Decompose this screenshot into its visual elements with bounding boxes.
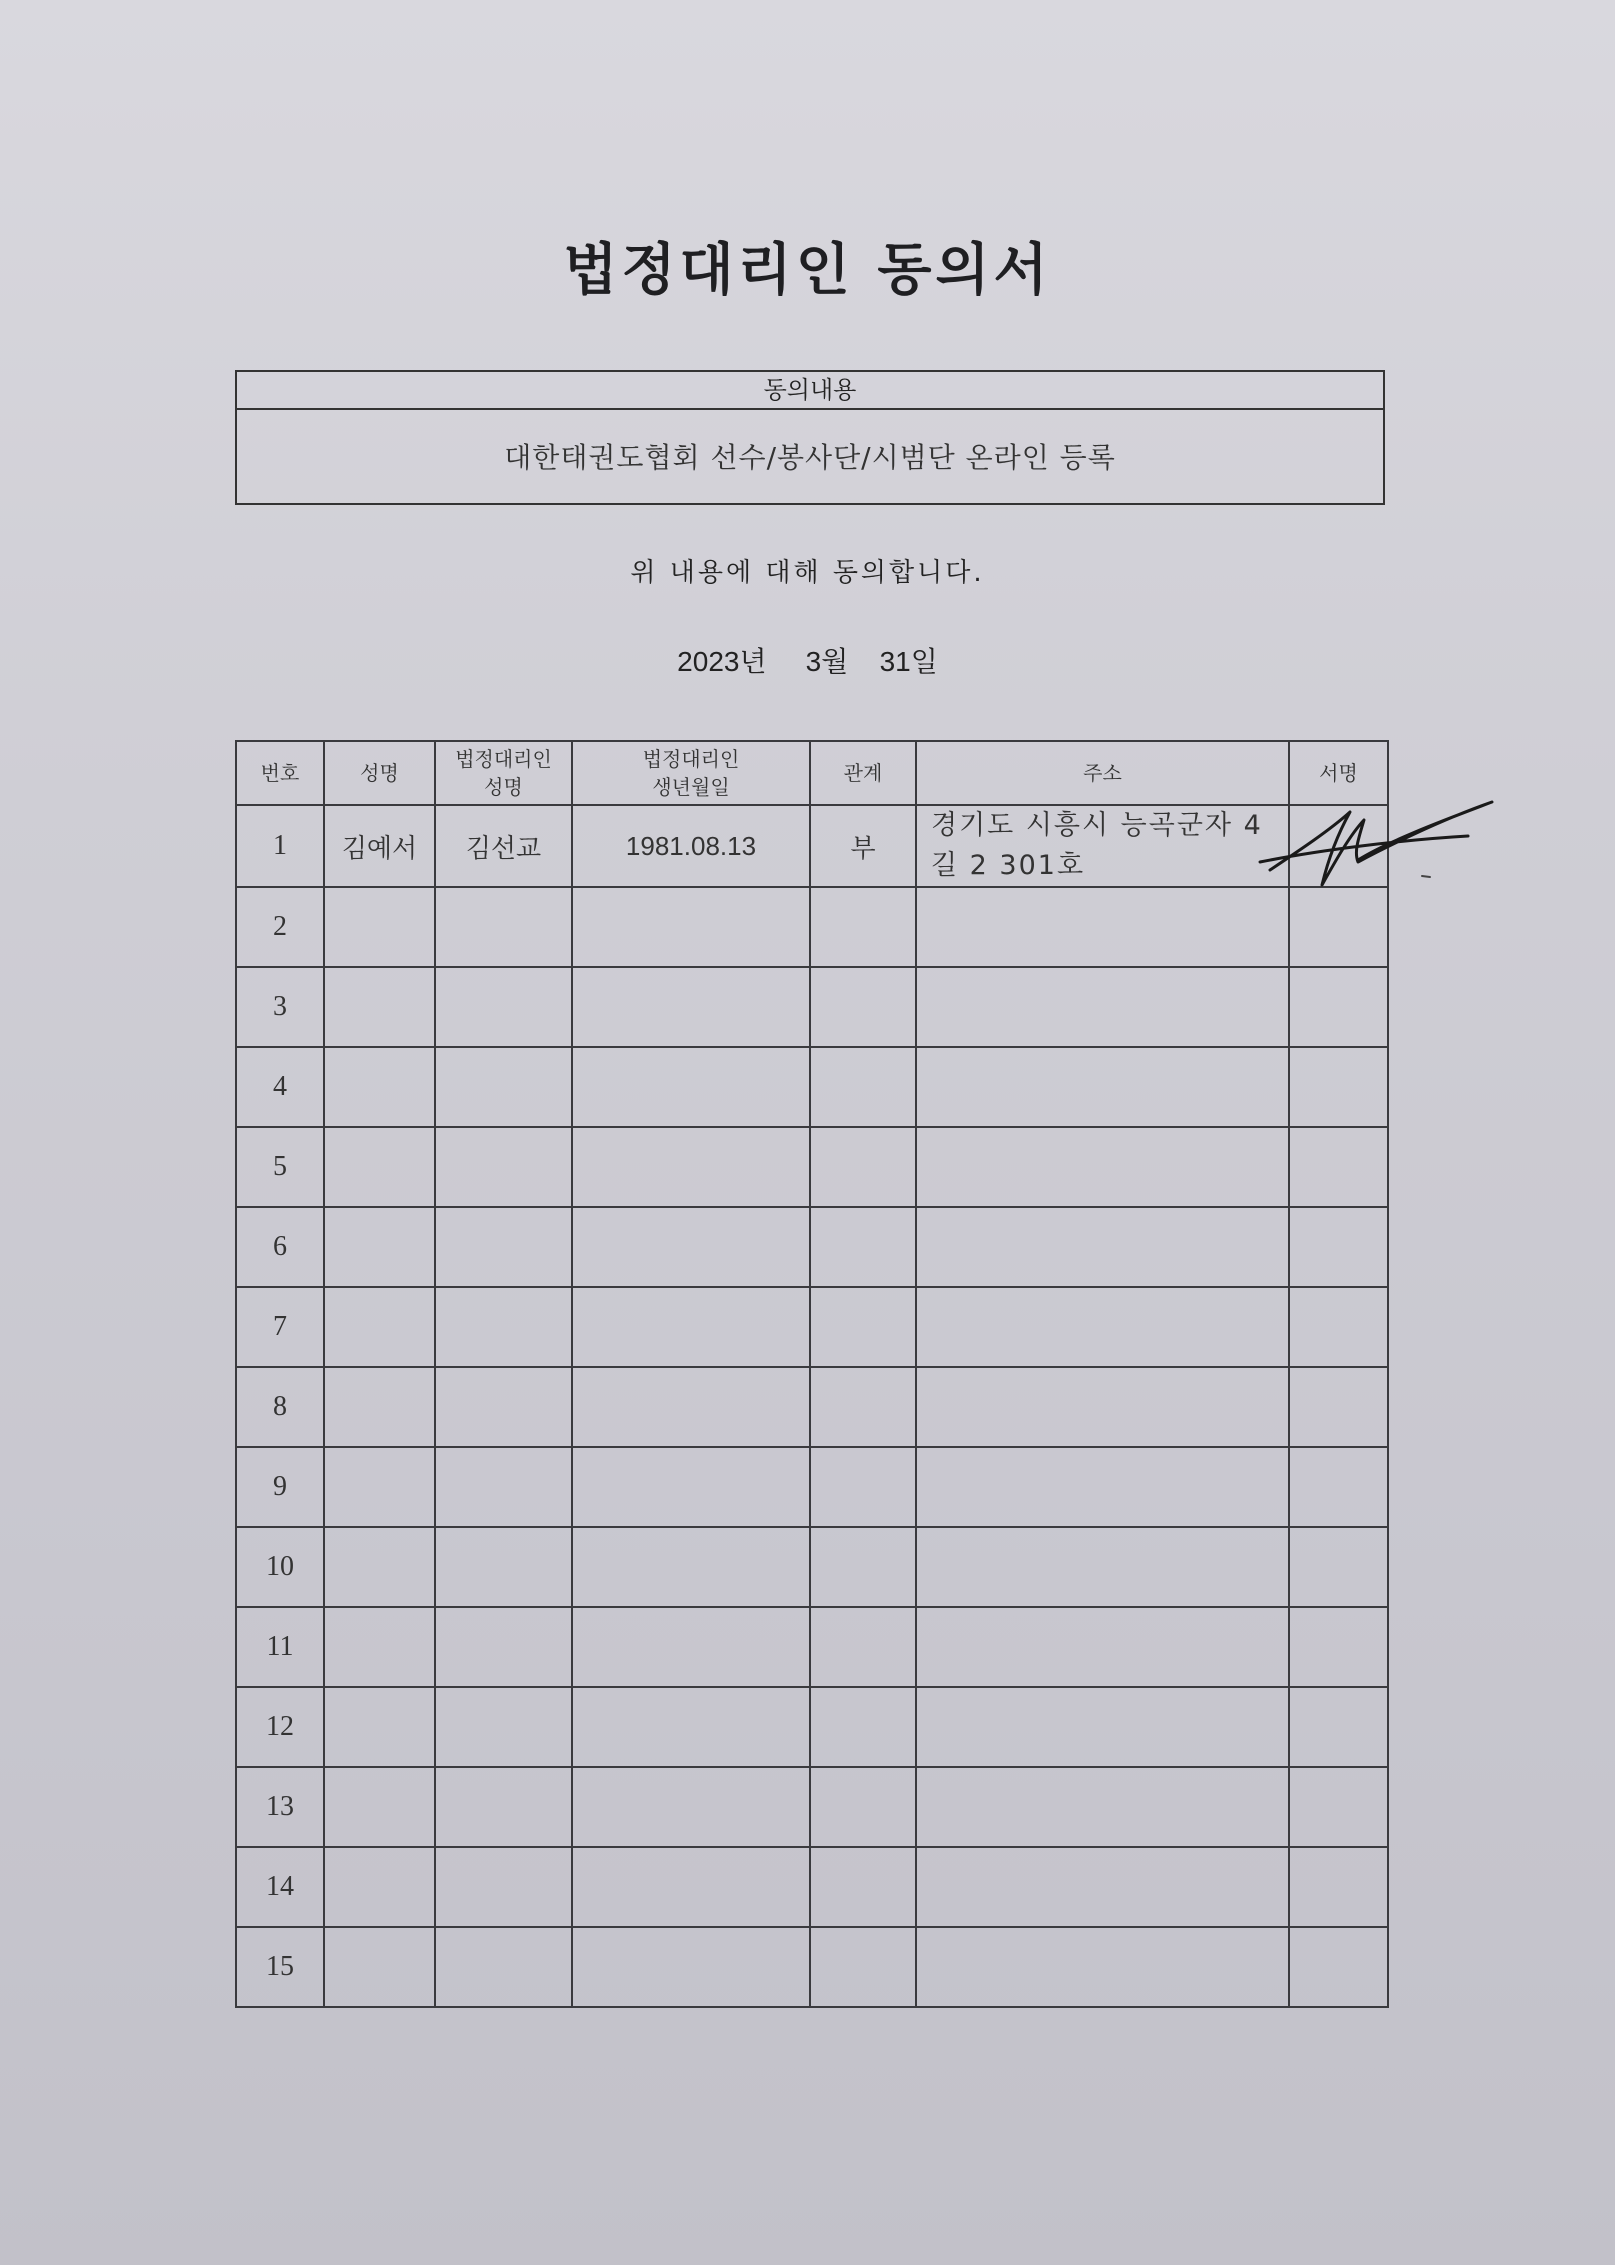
cell-signature	[1289, 1207, 1388, 1287]
table-row	[236, 1927, 1388, 2007]
cell-guardian-dob	[572, 1927, 810, 2007]
cell-number: 10	[236, 1527, 324, 1607]
cell-name	[324, 887, 435, 967]
cell-signature	[1289, 1527, 1388, 1607]
cell-address	[916, 1527, 1289, 1607]
table-row	[236, 1607, 1388, 1687]
cell-guardian-dob	[572, 1687, 810, 1767]
agreement-statement: 위 내용에 대해 동의합니다.	[630, 558, 985, 588]
cell-name	[324, 1127, 435, 1207]
table-row	[236, 1687, 1388, 1767]
cell-guardian-name	[435, 1367, 572, 1447]
cell-guardian-dob	[572, 1127, 810, 1207]
header-guardian-name	[435, 741, 572, 805]
cell-address	[916, 1687, 1289, 1767]
cell-number: 3	[236, 967, 324, 1047]
table-header-row	[236, 741, 1388, 805]
table-body	[236, 805, 1388, 2007]
guardian-table	[235, 740, 1389, 2008]
cell-relation	[810, 1287, 916, 1367]
header-guardian-name-line2: 성명	[484, 775, 523, 799]
cell-signature	[1289, 1687, 1388, 1767]
cell-signature	[1289, 1447, 1388, 1527]
cell-relation: 부	[810, 805, 916, 887]
header-signature: 서명	[1289, 741, 1388, 805]
cell-relation	[810, 1687, 916, 1767]
table-row	[236, 1207, 1388, 1287]
cell-address	[916, 1607, 1289, 1687]
header-address: 주소	[916, 741, 1289, 805]
cell-guardian-name	[435, 1927, 572, 2007]
cell-name	[324, 1367, 435, 1447]
header-number: 번호	[236, 741, 324, 805]
table-row	[236, 967, 1388, 1047]
cell-name	[324, 1607, 435, 1687]
cell-relation	[810, 1527, 916, 1607]
cell-signature	[1289, 1927, 1388, 2007]
cell-number: 6	[236, 1207, 324, 1287]
cell-guardian-name	[435, 1127, 572, 1207]
cell-guardian-dob	[572, 967, 810, 1047]
cell-name	[324, 1447, 435, 1527]
table-row	[236, 1287, 1388, 1367]
cell-signature	[1289, 1367, 1388, 1447]
cell-signature	[1289, 967, 1388, 1047]
cell-name	[324, 1287, 435, 1367]
header-relation: 관계	[810, 741, 916, 805]
cell-address	[916, 1127, 1289, 1207]
cell-relation	[810, 887, 916, 967]
table-row	[236, 1447, 1388, 1527]
cell-guardian-dob	[572, 1367, 810, 1447]
cell-guardian-dob	[572, 887, 810, 967]
cell-name	[324, 1847, 435, 1927]
cell-name	[324, 1047, 435, 1127]
cell-address	[916, 1047, 1289, 1127]
cell-number: 14	[236, 1847, 324, 1927]
cell-signature	[1289, 1287, 1388, 1367]
cell-number: 15	[236, 1927, 324, 2007]
cell-guardian-name	[435, 1767, 572, 1847]
cell-name	[324, 1927, 435, 2007]
table-row	[236, 1047, 1388, 1127]
cell-guardian-dob	[572, 1847, 810, 1927]
document-title: 법정대리인 동의서	[563, 238, 1052, 303]
cell-address	[916, 1927, 1289, 2007]
cell-name	[324, 967, 435, 1047]
cell-signature	[1289, 1127, 1388, 1207]
cell-name	[324, 1687, 435, 1767]
cell-number: 5	[236, 1127, 324, 1207]
cell-guardian-dob	[572, 1527, 810, 1607]
cell-guardian-name	[435, 1527, 572, 1607]
cell-guardian-name	[435, 1607, 572, 1687]
cell-number: 2	[236, 887, 324, 967]
cell-guardian-dob: 1981.08.13	[572, 805, 810, 887]
date-year: 2023년	[677, 646, 767, 677]
table-row	[236, 1367, 1388, 1447]
cell-relation	[810, 1927, 916, 2007]
date-day: 31일	[879, 646, 938, 677]
table-row	[236, 1767, 1388, 1847]
cell-guardian-dob	[572, 1207, 810, 1287]
cell-relation	[810, 1207, 916, 1287]
cell-signature	[1289, 1767, 1388, 1847]
cell-name	[324, 1527, 435, 1607]
cell-address	[916, 887, 1289, 967]
consent-content: 대한태권도협회 선수/봉사단/시범단 온라인 등록	[504, 441, 1116, 474]
cell-address	[916, 1207, 1289, 1287]
cell-number: 7	[236, 1287, 324, 1367]
consent-date	[0, 640, 1615, 680]
cell-address	[916, 1287, 1289, 1367]
header-guardian-dob-line1: 법정대리인	[642, 747, 740, 771]
cell-number: 4	[236, 1047, 324, 1127]
consent-header: 동의내용	[237, 372, 1383, 410]
cell-address	[916, 1367, 1289, 1447]
table-row	[236, 1127, 1388, 1207]
cell-guardian-dob	[572, 1047, 810, 1127]
cell-address	[916, 1447, 1289, 1527]
cell-number: 8	[236, 1367, 324, 1447]
cell-address: 경기도 시흥시 능곡군자 4길 2 301호	[916, 805, 1289, 887]
cell-guardian-name	[435, 1447, 572, 1527]
cell-number: 11	[236, 1607, 324, 1687]
cell-signature	[1289, 1847, 1388, 1927]
cell-relation	[810, 1767, 916, 1847]
cell-number: 12	[236, 1687, 324, 1767]
table-row	[236, 805, 1388, 887]
cell-guardian-name	[435, 1847, 572, 1927]
header-guardian-name-line1: 법정대리인	[455, 747, 552, 771]
cell-name	[324, 1207, 435, 1287]
cell-signature	[1289, 1607, 1388, 1687]
cell-name: 김예서	[324, 805, 435, 887]
cell-relation	[810, 967, 916, 1047]
cell-guardian-dob	[572, 1287, 810, 1367]
cell-relation	[810, 1847, 916, 1927]
cell-number: 13	[236, 1767, 324, 1847]
handwritten-signature	[1240, 790, 1500, 900]
header-guardian-dob-line2: 생년월일	[652, 775, 730, 799]
cell-relation	[810, 1447, 916, 1527]
cell-guardian-name	[435, 1207, 572, 1287]
date-month: 3월	[805, 646, 849, 677]
cell-number: 9	[236, 1447, 324, 1527]
cell-guardian-dob	[572, 1767, 810, 1847]
cell-relation	[810, 1047, 916, 1127]
table-row	[236, 1847, 1388, 1927]
consent-box	[235, 370, 1385, 505]
cell-guardian-name: 김선교	[435, 805, 572, 887]
cell-name	[324, 1767, 435, 1847]
cell-guardian-name	[435, 887, 572, 967]
cell-relation	[810, 1607, 916, 1687]
cell-address	[916, 1847, 1289, 1927]
cell-guardian-dob	[572, 1607, 810, 1687]
cell-guardian-name	[435, 967, 572, 1047]
cell-guardian-name	[435, 1687, 572, 1767]
cell-address	[916, 1767, 1289, 1847]
table-row	[236, 1527, 1388, 1607]
header-guardian-dob	[572, 741, 810, 805]
header-name: 성명	[324, 741, 435, 805]
cell-signature	[1289, 1047, 1388, 1127]
cell-guardian-dob	[572, 1447, 810, 1527]
cell-guardian-name	[435, 1287, 572, 1367]
cell-guardian-name	[435, 1047, 572, 1127]
table-row	[236, 887, 1388, 967]
cell-relation	[810, 1367, 916, 1447]
cell-address	[916, 967, 1289, 1047]
cell-relation	[810, 1127, 916, 1207]
cell-number: 1	[236, 805, 324, 887]
